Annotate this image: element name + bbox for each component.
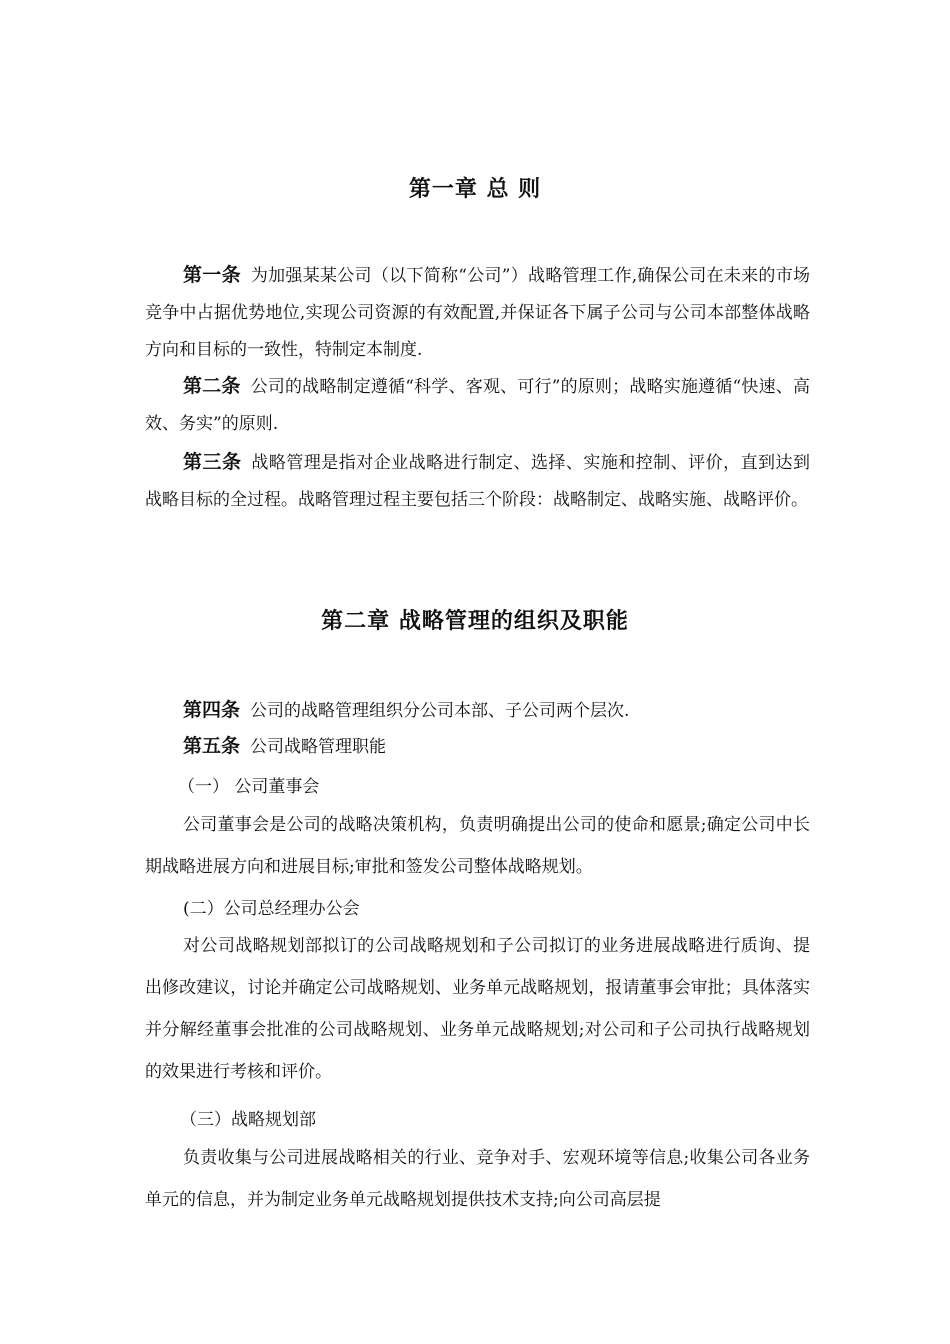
section-1-text: 公司董事会是公司的战略决策机构，负责明确提出公司的使命和愿景;确定公司中长期战略进展方向和进展目标;审批和签发公司整体战略规划。 — [145, 815, 810, 877]
article-4 — [145, 692, 810, 730]
section-1-title: （一） 公司董事会 — [178, 777, 320, 797]
article-5 — [145, 728, 810, 766]
section-3-text: 负责收集与公司进展战略相关的行业、竞争对手、宏观环境等信息;收集公司各业务单元的信息，并为制定业务单元战略规划提供技术支持;向公司高层提 — [145, 1148, 810, 1210]
section-3-title: （三）战略规划部 — [180, 1110, 316, 1130]
article-1-text: 为加强某某公司（以下简称“公司”）战略管理工作,确保公司在未来的市场竞争中占据优势地位,实现公司资源的有效配置,并保证各下属子公司与公司本部整体战略方向和目标的一致性，特制定本制度. — [145, 266, 810, 360]
section-2-title: (二）公司总经理办公会 — [183, 899, 360, 919]
article-2-label: 第二条 — [183, 375, 241, 397]
section-2-text: 对公司战略规划部拟订的公司战略规划和子公司拟订的业务进展战略进行质询、提出修改建议，讨论并确定公司战略规划、业务单元战略规划，报请董事会审批；具体落实并分解经董事会批准的公司战略规划、业务单元战略规划;对公司和子公司执行战略规划的效果进行考核和评价。 — [145, 936, 810, 1082]
article-4-label: 第四条 — [183, 699, 241, 721]
article-3-label: 第三条 — [183, 451, 242, 473]
chapter-1-title: 第一章 总 则 — [408, 176, 542, 202]
article-2-text: 公司的战略制定遵循“科学、客观、可行”的原则；战略实施遵循“快速、高效、务实”的原则. — [145, 377, 810, 434]
article-4-text: 公司的战略管理组织分公司本部、子公司两个层次. — [250, 701, 630, 721]
article-5-text: 公司战略管理职能 — [250, 737, 387, 757]
article-3 — [145, 444, 810, 519]
article-3-text: 战略管理是指对企业战略进行制定、选择、实施和控制、评价，直到达到战略目标的全过程。战略管理过程主要包括三个阶段：战略制定、战略实施、战略评价。 — [145, 453, 810, 510]
article-1-label: 第一条 — [183, 264, 241, 286]
chapter-2-title: 第二章 战略管理的组织及职能 — [321, 608, 629, 634]
article-1 — [145, 257, 810, 369]
article-2 — [145, 368, 810, 443]
article-5-label: 第五条 — [183, 735, 241, 757]
